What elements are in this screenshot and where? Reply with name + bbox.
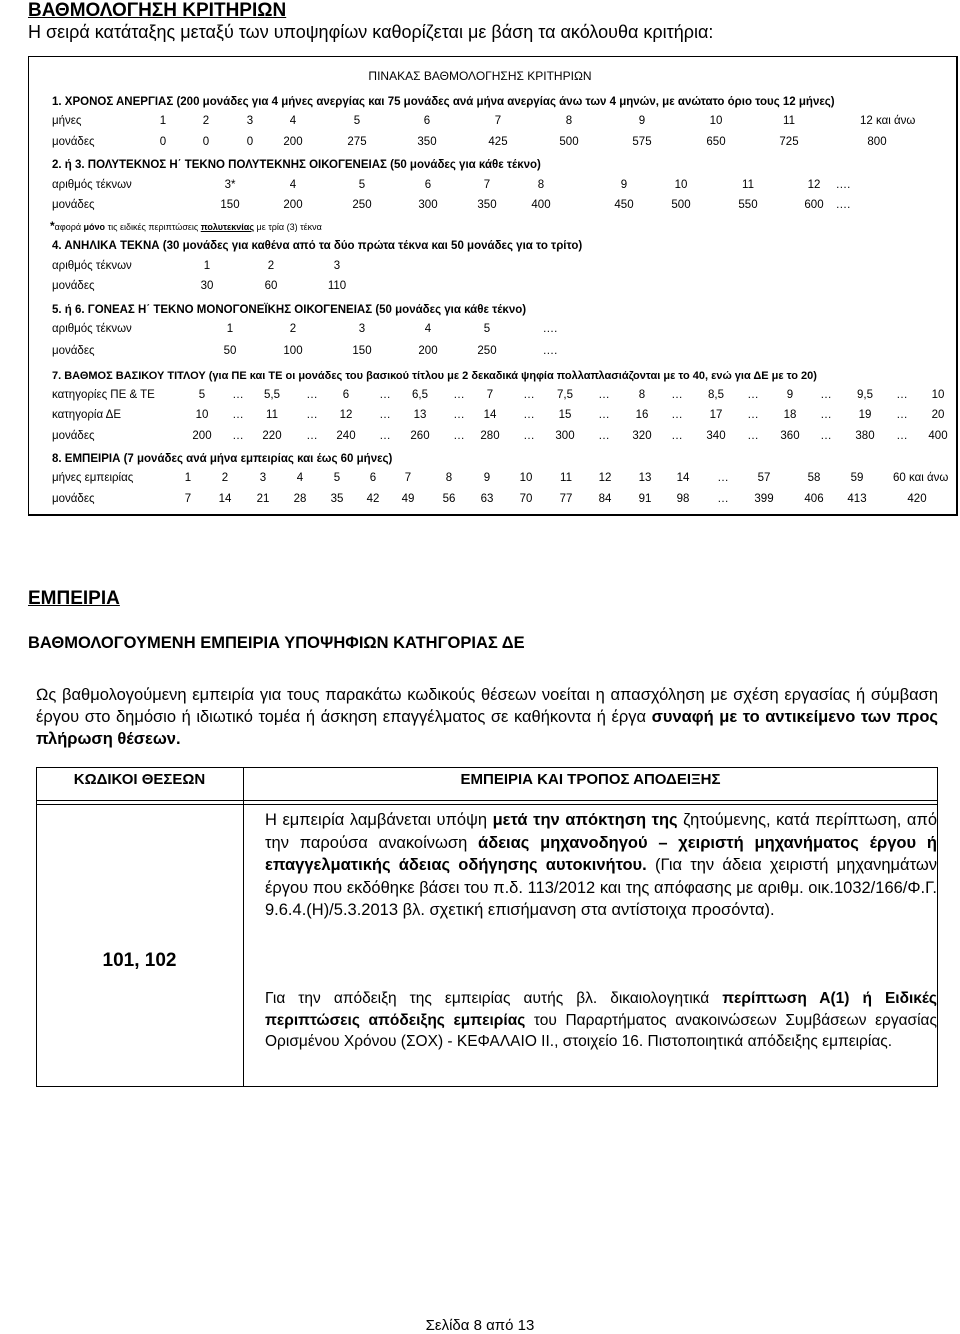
table-cell-points: 300 bbox=[555, 430, 575, 442]
table-cell-points: 0 bbox=[159, 136, 167, 148]
table-cell-points: 413 bbox=[847, 493, 867, 505]
table-cell-month: 8 bbox=[565, 115, 573, 127]
table-cell-grade: … bbox=[523, 409, 535, 421]
table-cell-grade: 14 bbox=[483, 409, 497, 421]
table-cell-points: … bbox=[232, 430, 244, 442]
table-cell-points: 0 bbox=[246, 136, 254, 148]
table-cell-points: 350 bbox=[477, 199, 497, 211]
table-cell-month: 6 bbox=[369, 472, 377, 484]
position-codes: 101, 102 bbox=[102, 950, 177, 971]
table-cell-points: 70 bbox=[519, 493, 533, 505]
table-cell-children: 5 bbox=[483, 323, 491, 335]
table-cell-children: 3 bbox=[333, 260, 341, 272]
table-cell-grade: … bbox=[820, 389, 832, 401]
table-cell-points: … bbox=[379, 430, 391, 442]
table-cell-grade: … bbox=[598, 389, 610, 401]
row-label-children: αριθμός τέκνων bbox=[52, 179, 132, 191]
experience-heading: ΕΜΠΕΙΡΙΑ bbox=[28, 588, 120, 609]
page-subtitle: Η σειρά κατάταξης μεταξύ των υποψηφίων καθορίζεται με βάση τα ακόλουθα κριτήρια: bbox=[28, 22, 714, 42]
table-cell-points: 49 bbox=[401, 493, 415, 505]
table-cell-grade: … bbox=[306, 409, 318, 421]
table-cell-grade: 11 bbox=[266, 409, 278, 421]
table-cell-grade: … bbox=[379, 389, 391, 401]
table-cell-month: 10 bbox=[519, 472, 533, 484]
table-cell-grade: 19 bbox=[858, 409, 872, 421]
section-experience-heading: 8. ΕΜΠΕΙΡΙΑ (7 μονάδες ανά μήνα εμπειρίας και έως 60 μήνες) bbox=[52, 453, 393, 465]
table-cell-children: 4 bbox=[424, 323, 432, 335]
row-label-children: αριθμός τέκνων bbox=[52, 260, 132, 272]
experience-proof-text: Για την απόδειξη της εμπειρίας αυτής βλ. δικαιολογητικά περίπτωση Α(1) ή Ειδικές περιπτώσεις απόδειξης εμπειρίας του Παραρτήματος ανακοινώσεων Συμβάσεων εργασίας Ορισμένου Χρόνου (ΣΟΧ) - ΚΕΦΑΛΑΙΟ ΙΙ., στοιχείο 16. Πιστοποιητικά απόδειξης εμπειρίας. bbox=[265, 990, 937, 1050]
experience-subheading: ΒΑΘΜΟΛΟΓΟΥΜΕΝΗ ΕΜΠΕΙΡΙΑ ΥΠΟΨΗΦΙΩΝ ΚΑΤΗΓΟΡΙΑΣ ΔΕ bbox=[28, 634, 525, 652]
table-cell-children: 11 bbox=[742, 179, 754, 191]
table-cell-points: 400 bbox=[928, 430, 948, 442]
table-cell-grade: 17 bbox=[709, 409, 723, 421]
table-cell-grade: 20 bbox=[931, 409, 945, 421]
table-cell-month: 58 bbox=[807, 472, 821, 484]
table-cell-points: 110 bbox=[327, 280, 347, 292]
table-cell-points: 35 bbox=[330, 493, 344, 505]
table-cell-points: … bbox=[598, 430, 610, 442]
table-cell-month: … bbox=[717, 472, 729, 484]
table-cell-points: 14 bbox=[218, 493, 232, 505]
table-cell-points: 320 bbox=[632, 430, 652, 442]
row-label-pe-te: κατηγορίες ΠΕ & ΤΕ bbox=[52, 389, 155, 401]
table-cell-grade: 9 bbox=[786, 389, 794, 401]
table-cell-grade: 6,5 bbox=[412, 389, 428, 401]
table-cell-children: …. bbox=[835, 179, 851, 191]
table-cell-month: 13 bbox=[638, 472, 652, 484]
table-cell-points: 550 bbox=[738, 199, 758, 211]
table-cell-month: 8 bbox=[445, 472, 453, 484]
table-cell-children: 7 bbox=[483, 179, 491, 191]
table-cell-points: … bbox=[820, 430, 832, 442]
table-cell-month: 9 bbox=[638, 115, 646, 127]
row-label-points: μονάδες bbox=[52, 136, 95, 148]
table-cell-month: 12 και άνω bbox=[860, 115, 916, 127]
table-cell-points: … bbox=[717, 493, 729, 505]
table-cell-month: 6 bbox=[423, 115, 431, 127]
row-label-children: αριθμός τέκνων bbox=[52, 323, 132, 335]
table-cell-points: 50 bbox=[223, 345, 237, 357]
table-cell-grade: 18 bbox=[783, 409, 797, 421]
table-cell-grade: … bbox=[453, 389, 465, 401]
table-cell-month: 57 bbox=[757, 472, 771, 484]
table-cell-month: 7 bbox=[404, 472, 412, 484]
table-cell-points: 98 bbox=[676, 493, 690, 505]
table-cell-points: 399 bbox=[754, 493, 774, 505]
table-cell-points: 380 bbox=[855, 430, 875, 442]
table-cell-month: 3 bbox=[259, 472, 267, 484]
table-cell-points: 425 bbox=[488, 136, 508, 148]
table-cell-points: 575 bbox=[632, 136, 652, 148]
table-cell-month: 7 bbox=[494, 115, 502, 127]
table-cell-points: 200 bbox=[192, 430, 212, 442]
experience-requirement-text: Η εμπειρία λαμβάνεται υπόψη μετά την απόκτηση της ζητούμενης, κατά περίπτωση, από την παρούσα ανακοίνωση άδειας μηχανοδηγού – χειριστή μηχανήματος έργου ή επαγγελματικής άδειας οδήγησης αυτοκινήτου. (Για την άδεια χειριστή μηχανημάτων έργου που εκδόθηκε βάσει του π.δ. 113/2012 και της απόφασης με αριθμ. οικ.1032/166/Φ.Γ. 9.6.4.(Η)/5.3.2013 βλ. σχετική επισήμανση στα αντίστοιχα προσόντα). bbox=[265, 811, 937, 919]
table-cell-points: … bbox=[671, 430, 683, 442]
table-cell-points: 30 bbox=[200, 280, 214, 292]
table-cell-points: 220 bbox=[262, 430, 282, 442]
table-cell-points: 200 bbox=[283, 136, 303, 148]
table-cell-children: 10 bbox=[674, 179, 688, 191]
table-cell-grade: 10 bbox=[931, 389, 945, 401]
table-cell-points: 260 bbox=[410, 430, 430, 442]
table-cell-children: 4 bbox=[289, 179, 297, 191]
table-cell-grade: 10 bbox=[195, 409, 209, 421]
table-cell-grade: 7 bbox=[486, 389, 494, 401]
table-cell-grade: … bbox=[896, 389, 908, 401]
page-title: ΒΑΘΜΟΛΟΓΗΣΗ ΚΡΙΤΗΡΙΩΝ bbox=[28, 0, 287, 21]
table-cell-points: 500 bbox=[559, 136, 579, 148]
table-cell-month: 1 bbox=[184, 472, 192, 484]
table-cell-month: 2 bbox=[202, 115, 210, 127]
row-label-points: μονάδες bbox=[52, 493, 95, 505]
table-cell-children: 3* bbox=[224, 179, 236, 191]
table-cell-children: 12 bbox=[807, 179, 821, 191]
table-cell-month: 4 bbox=[296, 472, 304, 484]
table-cell-points: 28 bbox=[293, 493, 307, 505]
table-cell-grade: … bbox=[232, 389, 244, 401]
table-cell-points: 240 bbox=[336, 430, 356, 442]
table-cell-month: 59 bbox=[850, 472, 864, 484]
table-cell-points: … bbox=[306, 430, 318, 442]
section-large-family-heading: 2. ή 3. ΠΟΛΥΤΕΚΝΟΣ Η΄ ΤΕΚΝΟ ΠΟΛΥΤΕΚΝΗΣ ΟΙΚΟΓΕΝΕΙΑΣ (50 μονάδες για κάθε τέκνο) bbox=[52, 159, 541, 171]
section-minor-children-heading: 4. ΑΝΗΛΙΚΑ ΤΕΚΝΑ (30 μονάδες για καθένα από τα δύο πρώτα τέκνα και 50 μονάδες για το τρίτο) bbox=[52, 240, 583, 252]
table-cell-grade: 7,5 bbox=[557, 389, 573, 401]
table-cell-points: … bbox=[453, 430, 465, 442]
table-cell-points: 7 bbox=[184, 493, 192, 505]
row-label-months: μήνες bbox=[52, 115, 82, 127]
table-cell-points: 450 bbox=[614, 199, 634, 211]
table-cell-points: 650 bbox=[706, 136, 726, 148]
table-cell-grade: 5 bbox=[198, 389, 206, 401]
table-cell-points: 600 bbox=[804, 199, 824, 211]
table-cell-grade: … bbox=[453, 409, 465, 421]
table-cell-grade: 12 bbox=[339, 409, 353, 421]
table-cell-grade: 5,5 bbox=[264, 389, 280, 401]
row-label-points: μονάδες bbox=[52, 430, 95, 442]
table-cell-points: 21 bbox=[256, 493, 270, 505]
row-label-points: μονάδες bbox=[52, 280, 95, 292]
section-single-parent-heading: 5. ή 6. ΓΟΝΕΑΣ Η΄ ΤΕΚΝΟ ΜΟΝΟΓΟΝΕΪΚΗΣ ΟΙΚΟΓΕΝΕΙΑΣ (50 μονάδες για κάθε τέκνο) bbox=[52, 304, 527, 316]
table-cell-children: 3 bbox=[358, 323, 366, 335]
table-cell-points: 200 bbox=[283, 199, 303, 211]
table-cell-points: 150 bbox=[220, 199, 240, 211]
table-cell-points: 0 bbox=[202, 136, 210, 148]
table-cell-month: 11 bbox=[560, 472, 572, 484]
table-cell-grade: 13 bbox=[413, 409, 427, 421]
table-cell-month: 12 bbox=[598, 472, 612, 484]
page-number: Σελίδα 8 από 13 bbox=[425, 1317, 535, 1334]
table-cell-points: 275 bbox=[347, 136, 367, 148]
row-label-experience-months: μήνες εμπειρίας bbox=[52, 472, 134, 484]
table-cell-points: 406 bbox=[804, 493, 824, 505]
criteria-table-frame bbox=[28, 56, 958, 516]
table-cell-grade: … bbox=[306, 389, 318, 401]
table-cell-grade: … bbox=[379, 409, 391, 421]
row-label-points: μονάδες bbox=[52, 199, 95, 211]
row-label-points: μονάδες bbox=[52, 345, 95, 357]
table-cell-grade: 8 bbox=[638, 389, 646, 401]
table-cell-children: 6 bbox=[424, 179, 432, 191]
table-cell-points: 360 bbox=[780, 430, 800, 442]
table-cell-grade: 9,5 bbox=[857, 389, 873, 401]
table-cell-points: 91 bbox=[638, 493, 652, 505]
table-cell-points: 400 bbox=[531, 199, 551, 211]
table-cell-children: 9 bbox=[620, 179, 628, 191]
column-header-codes: ΚΩΔΙΚΟΙ ΘΕΣΕΩΝ bbox=[73, 771, 206, 788]
table-cell-month: 10 bbox=[709, 115, 723, 127]
table-cell-month: 1 bbox=[159, 115, 167, 127]
table-cell-points: …. bbox=[835, 199, 851, 211]
table-cell-grade: 6 bbox=[342, 389, 350, 401]
table-cell-points: 340 bbox=[706, 430, 726, 442]
table-cell-children: 8 bbox=[537, 179, 545, 191]
table-cell-month: 4 bbox=[289, 115, 297, 127]
table-cell-children: 2 bbox=[289, 323, 297, 335]
table-cell-points: 84 bbox=[598, 493, 612, 505]
table-cell-points: 60 bbox=[264, 280, 278, 292]
table-cell-month: 14 bbox=[676, 472, 690, 484]
table-cell-grade: 8,5 bbox=[708, 389, 724, 401]
table-cell-points: …. bbox=[542, 345, 558, 357]
table-cell-points: 63 bbox=[480, 493, 494, 505]
table-cell-grade: 16 bbox=[635, 409, 649, 421]
table-cell-points: … bbox=[523, 430, 535, 442]
table-cell-points: 725 bbox=[779, 136, 799, 148]
table-cell-month: 11 bbox=[783, 115, 795, 127]
table-cell-children: 5 bbox=[358, 179, 366, 191]
table-cell-month: 5 bbox=[333, 472, 341, 484]
table-cell-children: 1 bbox=[226, 323, 234, 335]
table-cell-grade: 15 bbox=[558, 409, 572, 421]
table-cell-points: … bbox=[747, 430, 759, 442]
table-cell-grade: … bbox=[671, 409, 683, 421]
section-unemployment-heading: 1. ΧΡΟΝΟΣ ΑΝΕΡΓΙΑΣ (200 μονάδες για 4 μήνες ανεργίας και 75 μονάδες ανά μήνα ανεργίας άνω των 4 μηνών, με ανώτατο όριο τους 12 μήνες) bbox=[52, 96, 835, 108]
table-cell-points: 77 bbox=[559, 493, 573, 505]
table-cell-points: 250 bbox=[352, 199, 372, 211]
table-cell-points: 800 bbox=[867, 136, 887, 148]
table-cell-grade: … bbox=[896, 409, 908, 421]
table-cell-points: 150 bbox=[352, 345, 372, 357]
table-cell-points: 420 bbox=[907, 493, 927, 505]
table-cell-grade: … bbox=[671, 389, 683, 401]
table-cell-points: 100 bbox=[283, 345, 303, 357]
table-cell-children: …. bbox=[542, 323, 558, 335]
table-cell-month: 9 bbox=[483, 472, 491, 484]
criteria-table-title: ΠΙΝΑΚΑΣ ΒΑΘΜΟΛΟΓΗΣΗΣ ΚΡΙΤΗΡΙΩΝ bbox=[368, 69, 592, 83]
table-cell-points: … bbox=[896, 430, 908, 442]
experience-definition-paragraph: Ως βαθμολογούμενη εμπειρία για τους παρακάτω κωδικούς θέσεων νοείται η απασχόληση με σχέση εργασίας ή σύμβαση έργου στο δημόσιο ή ιδιωτικό τομέα ή άσκηση επαγγέλματος σε καθήκοντα ή έργα συναφή με το αντικείμενο των προς πλήρωση θέσεων. bbox=[36, 686, 938, 748]
section-degree-grade-heading: 7. ΒΑΘΜΟΣ ΒΑΣΙΚΟΥ ΤΙΤΛΟΥ (για ΠΕ και ΤΕ οι μονάδες του βασικού τίτλου με 2 δεκαδικά ψηφία πολλαπλασιάζονται με το 40, ενώ για ΔΕ με το 20) bbox=[52, 370, 817, 382]
table-cell-children: 1 bbox=[203, 260, 211, 272]
row-label-de: κατηγορία ΔΕ bbox=[52, 409, 121, 421]
table-cell-points: 500 bbox=[671, 199, 691, 211]
table-cell-points: 200 bbox=[418, 345, 438, 357]
table-cell-month: 2 bbox=[221, 472, 229, 484]
table-cell-grade: … bbox=[747, 389, 759, 401]
large-family-note: *αφορά μόνο τις ειδικές περιπτώσεις πολυτεκνίας με τρία (3) τέκνα bbox=[50, 219, 322, 233]
table-cell-points: 42 bbox=[366, 493, 380, 505]
table-cell-points: 280 bbox=[480, 430, 500, 442]
table-cell-grade: … bbox=[523, 389, 535, 401]
table-cell-points: 56 bbox=[442, 493, 456, 505]
table-cell-points: 250 bbox=[477, 345, 497, 357]
table-cell-points: 300 bbox=[418, 199, 438, 211]
table-cell-month: 5 bbox=[353, 115, 361, 127]
table-cell-grade: … bbox=[598, 409, 610, 421]
table-cell-grade: … bbox=[820, 409, 832, 421]
table-cell-children: 2 bbox=[267, 260, 275, 272]
table-cell-month: 3 bbox=[246, 115, 254, 127]
table-cell-grade: … bbox=[747, 409, 759, 421]
table-cell-points: 350 bbox=[417, 136, 437, 148]
column-header-experience: ΕΜΠΕΙΡΙΑ ΚΑΙ ΤΡΟΠΟΣ ΑΠΟΔΕΙΞΗΣ bbox=[460, 771, 721, 788]
table-cell-grade: … bbox=[232, 409, 244, 421]
table-cell-month: 60 και άνω bbox=[893, 472, 949, 484]
